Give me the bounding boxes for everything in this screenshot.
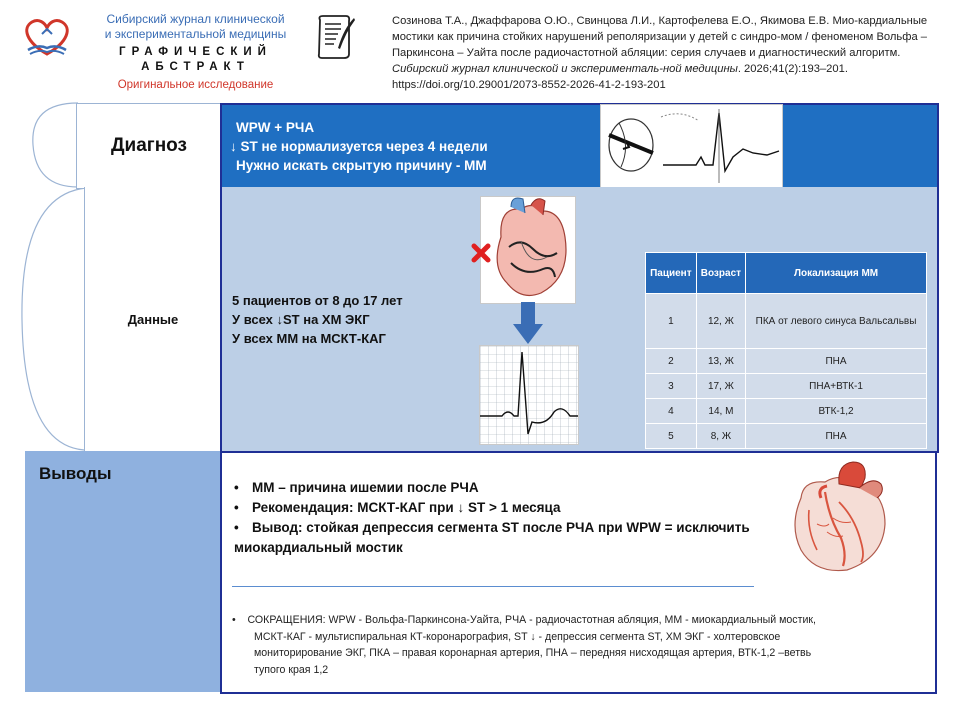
abbreviations — [232, 612, 922, 678]
journal-header — [88, 12, 303, 93]
abbreviations-line3: мониторирование ЭКГ, ПКА – правая коронарная артерия, ПНА – передняя нисходящая артерия, ВТК-1,2 –ветвь — [254, 647, 812, 659]
abbreviations-line1 — [232, 612, 922, 629]
data-line3: У всех ММ на МСКТ-КАГ — [232, 331, 386, 346]
conclusion-text: Рекомендация: МСКТ-КАГ при — [252, 500, 458, 515]
table-header-patient: Пациент — [646, 253, 696, 293]
down-arrow-icon — [513, 302, 543, 344]
table-header-row — [646, 253, 926, 293]
data-line2-prefix: У всех — [232, 312, 277, 327]
table-cell: ПКА от левого синуса Вальсальвы — [746, 294, 926, 348]
citation-journal: Сибирский журнал клинической и эксперименталь-ной медицины — [392, 63, 738, 75]
citation-ref: . 2026;41(2):193–201. https://doi.org/10.29001/2073-8552-2026-41-2-193-201 — [392, 63, 848, 91]
conclusions-label: Выводы — [39, 464, 112, 483]
down-arrow-icon: ↓ — [230, 139, 237, 154]
table-row — [646, 349, 926, 373]
citation — [392, 13, 937, 93]
table-cell: ПНА — [746, 424, 926, 448]
table-cell: 2 — [646, 349, 696, 373]
ecg-strip-icon — [480, 346, 578, 444]
diagnosis-label: Диагноз — [76, 103, 222, 189]
conclusion-text: ММ – причина ишемии после РЧА — [252, 480, 479, 495]
data-line2 — [232, 310, 403, 329]
data-label: Данные — [84, 187, 221, 451]
table-cell: 8, Ж — [697, 424, 745, 448]
diagnosis-line3: Нужно искать скрытую причину - ММ — [236, 158, 487, 173]
red-cross-icon — [471, 243, 491, 263]
journal-logo-icon — [18, 14, 76, 58]
table-cell: 12, Ж — [697, 294, 745, 348]
coronary-heart-icon — [781, 458, 898, 576]
diagnosis-line2 — [230, 137, 488, 156]
bullet-icon: • — [234, 500, 239, 515]
table-row — [646, 399, 926, 423]
table-cell: 17, Ж — [697, 374, 745, 398]
section-divider — [232, 586, 754, 587]
abbreviations-text: СОКРАЩЕНИЯ: WPW - Вольфа-Паркинсона-Уайта, РЧА - радиочастотная абляция, ММ - миокардиальный мостик, — [247, 614, 816, 626]
patients-table — [645, 252, 927, 449]
down-arrow-icon: ↓ — [457, 500, 465, 515]
ecg-ablation-icon — [601, 105, 782, 187]
table-row — [646, 424, 926, 448]
table-cell: 14, М — [697, 399, 745, 423]
journal-title-line2: и экспериментальной медицины — [104, 27, 287, 41]
table-header-location: Локализация ММ — [746, 253, 926, 293]
table-cell: 4 — [646, 399, 696, 423]
table-cell: ПНА+ВТК-1 — [746, 374, 926, 398]
scroll-quill-icon — [314, 14, 356, 60]
graphical-abstract-label: ГРАФИЧЕСКИЙ АБСТРАКТ — [119, 46, 272, 73]
abbreviations-line2: МСКТ-КАГ - мультиспиральная КТ-коронарография, ST ↓ - депрессия сегмента ST, ХМ ЭКГ - холтеровское — [254, 630, 781, 643]
data-line2-suffix: ST на ХМ ЭКГ — [283, 312, 370, 327]
citation-main: Созинова Т.А., Джаффарова О.Ю., Свинцова Л.И., Картофелева Е.О., Якимова Е.В. Мио-кардиальные мостики как причина стойких нарушений реполяризации у детей с синдро-мом / феноменом Вольфа – Паркинсона – Уайта после радиочастотной абляции: серия случаев и диагностический алгоритм. — [392, 15, 928, 59]
ecg-strip-image — [479, 345, 579, 445]
conclusions-list — [232, 478, 777, 558]
table-cell: 1 — [646, 294, 696, 348]
data-line1: 5 пациентов от 8 до 17 лет — [232, 293, 403, 308]
bullet-icon: • — [232, 614, 248, 626]
study-type-label: Оригинальное исследование — [117, 79, 274, 91]
conclusion-item — [232, 478, 777, 498]
coronary-heart-image — [781, 458, 898, 576]
conclusion-item — [232, 498, 777, 518]
table-cell: ПНА — [746, 349, 926, 373]
diagnosis-line2-text: ST не нормализуется через 4 недели — [240, 139, 488, 154]
table-cell: 13, Ж — [697, 349, 745, 373]
table-row — [646, 294, 926, 348]
conclusion-continuation: миокардиальный мостик — [234, 540, 403, 555]
conclusions-tab — [25, 451, 220, 692]
diagnosis-text — [230, 118, 488, 175]
bullet-icon: • — [234, 480, 239, 495]
ecg-ablation-image — [600, 104, 783, 188]
conclusion-text: ST > 1 месяца — [464, 500, 561, 515]
table-cell: ВТК-1,2 — [746, 399, 926, 423]
diagnosis-line1: WPW + РЧА — [236, 120, 315, 135]
journal-title-line1: Сибирский журнал клинической — [106, 12, 285, 26]
data-text — [232, 291, 403, 348]
bullet-icon: • — [234, 520, 239, 535]
conclusion-item — [232, 518, 777, 538]
table-header-age: Возраст — [697, 253, 745, 293]
down-arrow-icon: ↓ — [276, 312, 283, 327]
abbreviations-line4: тупого края 1,2 — [254, 663, 329, 676]
table-cell: 3 — [646, 374, 696, 398]
table-row — [646, 374, 926, 398]
heart-ablation-icon — [481, 197, 575, 303]
heart-ablation-image — [480, 196, 576, 304]
table-cell: 5 — [646, 424, 696, 448]
conclusion-text: Вывод: стойкая депрессия сегмента ST после РЧА при WPW = исключить — [252, 520, 750, 535]
